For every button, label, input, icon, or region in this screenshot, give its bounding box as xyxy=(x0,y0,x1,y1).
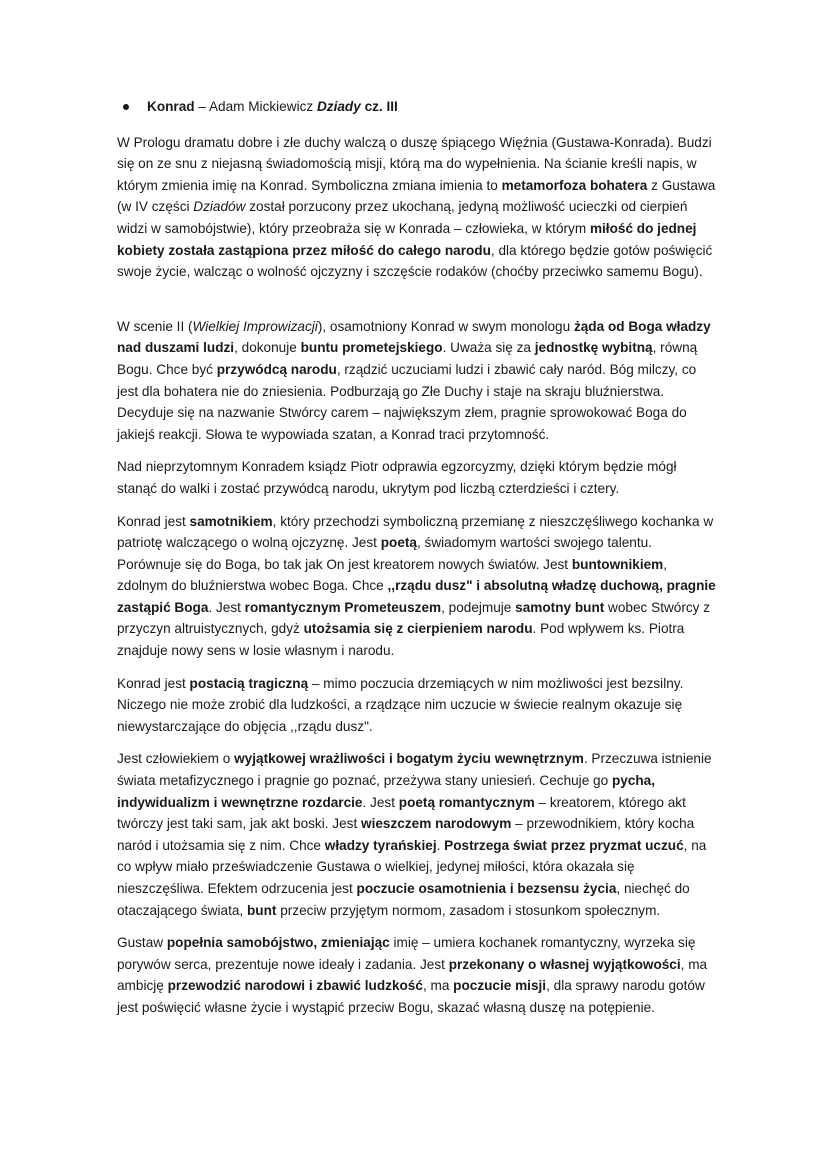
bold-text-run: przekonany o własnej wyjątkowości xyxy=(448,956,681,972)
paragraphs-container xyxy=(117,132,717,1019)
italic-text-run: Dziadów xyxy=(193,199,246,215)
text-run: . Pod wpływem ks. Piotra znajduje nowy sens w losie własnym i narodu. xyxy=(117,621,685,659)
bold-text-run: przywódcą narodu xyxy=(216,361,337,377)
bullet-icon xyxy=(123,104,129,110)
text-run: . Jest xyxy=(208,599,245,615)
bold-text-run: przewodzić narodowi i zbawić ludzkość xyxy=(167,978,423,994)
heading-bullet-item xyxy=(117,96,717,118)
text-run: , dla sprawy narodu gotów jest poświęcić własne życie i wystąpić przeciw Bogu, skazać własną duszę na potępienie. xyxy=(117,978,705,1015)
bold-text-run: romantycznym Prometeuszem xyxy=(244,599,442,615)
heading-author: – Adam Mickiewicz xyxy=(194,99,317,114)
text-run: , dla którego będzie gotów poświęcić swoje życie, walcząc o wolność ojczyzny i szczęście rodaków (choćby przeciwko samemu Bogu). xyxy=(117,242,713,280)
bold-text-run: pycha, indywidualizm i wewnętrzne rozdarcie xyxy=(117,773,656,810)
paragraph-2 xyxy=(117,316,717,446)
text-run: – mimo poczucia drzemiących w nim możliwości jest bezsilny. Niczego nie może zrobić dla ludzkości, a rządzące nim uczucie w świecie realnym okazuje się niewystarczające do objęcia ,,rządu dusz". xyxy=(117,675,684,734)
paragraph-7 xyxy=(117,932,717,1018)
text-run: , podejmuje xyxy=(441,599,516,615)
heading-work-part: cz. III xyxy=(360,99,398,114)
text-run: – przewodnikiem, który kocha naród i utożsamia się z nim. Chce xyxy=(117,816,695,853)
text-run: , ma ambicję xyxy=(117,956,708,994)
text-run: Konrad jest xyxy=(117,513,190,529)
bold-text-run: samotnikiem xyxy=(189,513,273,529)
text-run: został porzucony przez ukochaną, jedyną możliwość ucieczki od cierpień widzi w samobójstwie), który przeobraża się w Konrada – człowieka, w którym xyxy=(117,199,688,236)
text-run: imię – umiera kochanek romantyczny, wyrzeka się porywów serca, prezentuje nowe ideały i zadania. Jest xyxy=(117,935,696,972)
bold-text-run: poetą xyxy=(380,535,417,551)
text-run: , niechęć do otaczającego świata, xyxy=(117,881,690,918)
bold-text-run: poczucie osamotnienia i bezsensu życia xyxy=(356,881,617,896)
text-run: Konrad jest xyxy=(117,675,190,691)
bold-text-run: buntu prometejskiego xyxy=(300,340,443,356)
bold-text-run: utożsamia się z cierpieniem narodu xyxy=(303,621,533,637)
text-run: Jest człowiekiem o xyxy=(117,751,235,767)
text-run: , zdolnym do bluźnierstwa wobec Boga. Chce xyxy=(117,556,668,594)
paragraph-6 xyxy=(117,748,717,921)
bold-text-run: poetą romantycznym xyxy=(398,794,535,810)
italic-text-run: Wielkiej Improwizacji xyxy=(192,318,318,334)
text-run: z Gustawa (w IV części xyxy=(117,177,716,215)
bold-text-run: postacią tragiczną xyxy=(189,675,309,691)
document-page xyxy=(117,96,717,1030)
paragraph-4 xyxy=(117,511,717,662)
text-run: , rządzić uczuciami ludzi i zbawić cały naród. Bóg milczy, co jest dla bohatera nie do zniesienia. Podburzają go Złe Duchy i staje na skraju bluźnierstwa. Decyduje się na nazwanie Stwórcy carem – największym złem, pragnie sprowokować Boga do jakiejś reakcji. Słowa te wypowiada szatan, a Konrad traci przytomność. xyxy=(117,361,697,442)
bold-text-run: żąda od Boga władzy nad duszami ludzi xyxy=(117,318,711,356)
text-run: . Jest xyxy=(362,794,399,810)
text-run: , równą Bogu. Chce być xyxy=(117,340,698,377)
text-run: , świadomym wartości swojego talentu. Porównuje się do Boga, bo tak jak On jest kreatorem nowych światów. Jest xyxy=(117,535,652,572)
bold-text-run: wyjątkowej wrażliwości i bogatym życiu wewnętrznym xyxy=(234,751,584,767)
text-run: Nad nieprzytomnym Konradem ksiądz Piotr odprawia egzorcyzmy, dzięki którym będzie mógł stanąć do walki i zostać przywódcą narodu, ukrytym pod liczbą czterdzieści i cztery. xyxy=(117,459,677,496)
text-run: W scenie II ( xyxy=(117,318,193,334)
heading-character-name: Konrad xyxy=(147,99,195,114)
bold-text-run: poczucie misji xyxy=(453,978,547,994)
bold-text-run: popełnia samobójstwo, zmieniając xyxy=(166,935,390,951)
text-run: . Przeczuwa istnienie świata metafizycznego i pragnie go poznać, przeżywa stany uniesień. Cechuje go xyxy=(117,751,712,789)
bold-text-run: bunt xyxy=(246,902,277,918)
text-run: – kreatorem, którego akt twórczy jest taki sam, jak akt boski. Jest xyxy=(117,794,686,832)
bold-text-run: buntownikiem xyxy=(571,556,664,572)
bold-text-run: wieszczem narodowym xyxy=(361,816,512,832)
text-run: , ma xyxy=(422,978,454,994)
paragraph-1 xyxy=(117,132,717,283)
text-run: wobec Stwórcy z przyczyn altruistycznych, gdyż xyxy=(117,599,711,637)
text-run: , na co wpływ miało przeświadczenie Gustawa o wielkiej, jedynej miłości, która okazała się nieszczęśliwa. Efektem odrzucenia jest xyxy=(117,837,707,896)
bold-text-run: ,,rządu dusz" i absolutną władzę duchową, pragnie zastąpić Boga xyxy=(117,578,716,615)
text-run: Gustaw xyxy=(117,935,167,951)
text-run: , który przechodzi symboliczną przemianę z nieszczęśliwego kochanka w patriotę walczącego o wolną ojczyznę. Jest xyxy=(117,513,714,551)
bold-text-run: miłość do jednej kobiety została zastąpiona przez miłość do całego narodu xyxy=(117,220,697,258)
text-run: . xyxy=(436,837,445,853)
bold-text-run: metamorfoza bohatera xyxy=(501,177,648,193)
text-run: . Uważa się za xyxy=(442,340,535,356)
text-run: ), osamotniony Konrad w swym monologu xyxy=(317,318,574,334)
text-run: W Prologu dramatu dobre i złe duchy walczą o duszę śpiącego Więźnia (Gustawa-Konrada). Budzi się on ze snu z niejasną świadomością misji, którą ma do wypełnienia. Na ścianie kreśli napis, w którym zmienia imię na Konrad. Symboliczna zmiana imienia to xyxy=(117,134,712,193)
bold-text-run: samotny bunt xyxy=(515,599,605,615)
bold-text-run: jednostkę wybitną xyxy=(534,340,653,356)
text-run: , dokonuje xyxy=(234,340,301,356)
bold-text-run: władzy tyrańskiej xyxy=(324,837,437,853)
text-run: przeciw przyjętym normom, zasadom i stosunkom społecznym. xyxy=(276,902,661,918)
bold-text-run: Postrzega świat przez pryzmat uczuć xyxy=(444,837,684,853)
paragraph-5 xyxy=(117,673,717,738)
heading-work-title: Dziady xyxy=(316,99,361,114)
paragraph-3 xyxy=(117,456,717,499)
